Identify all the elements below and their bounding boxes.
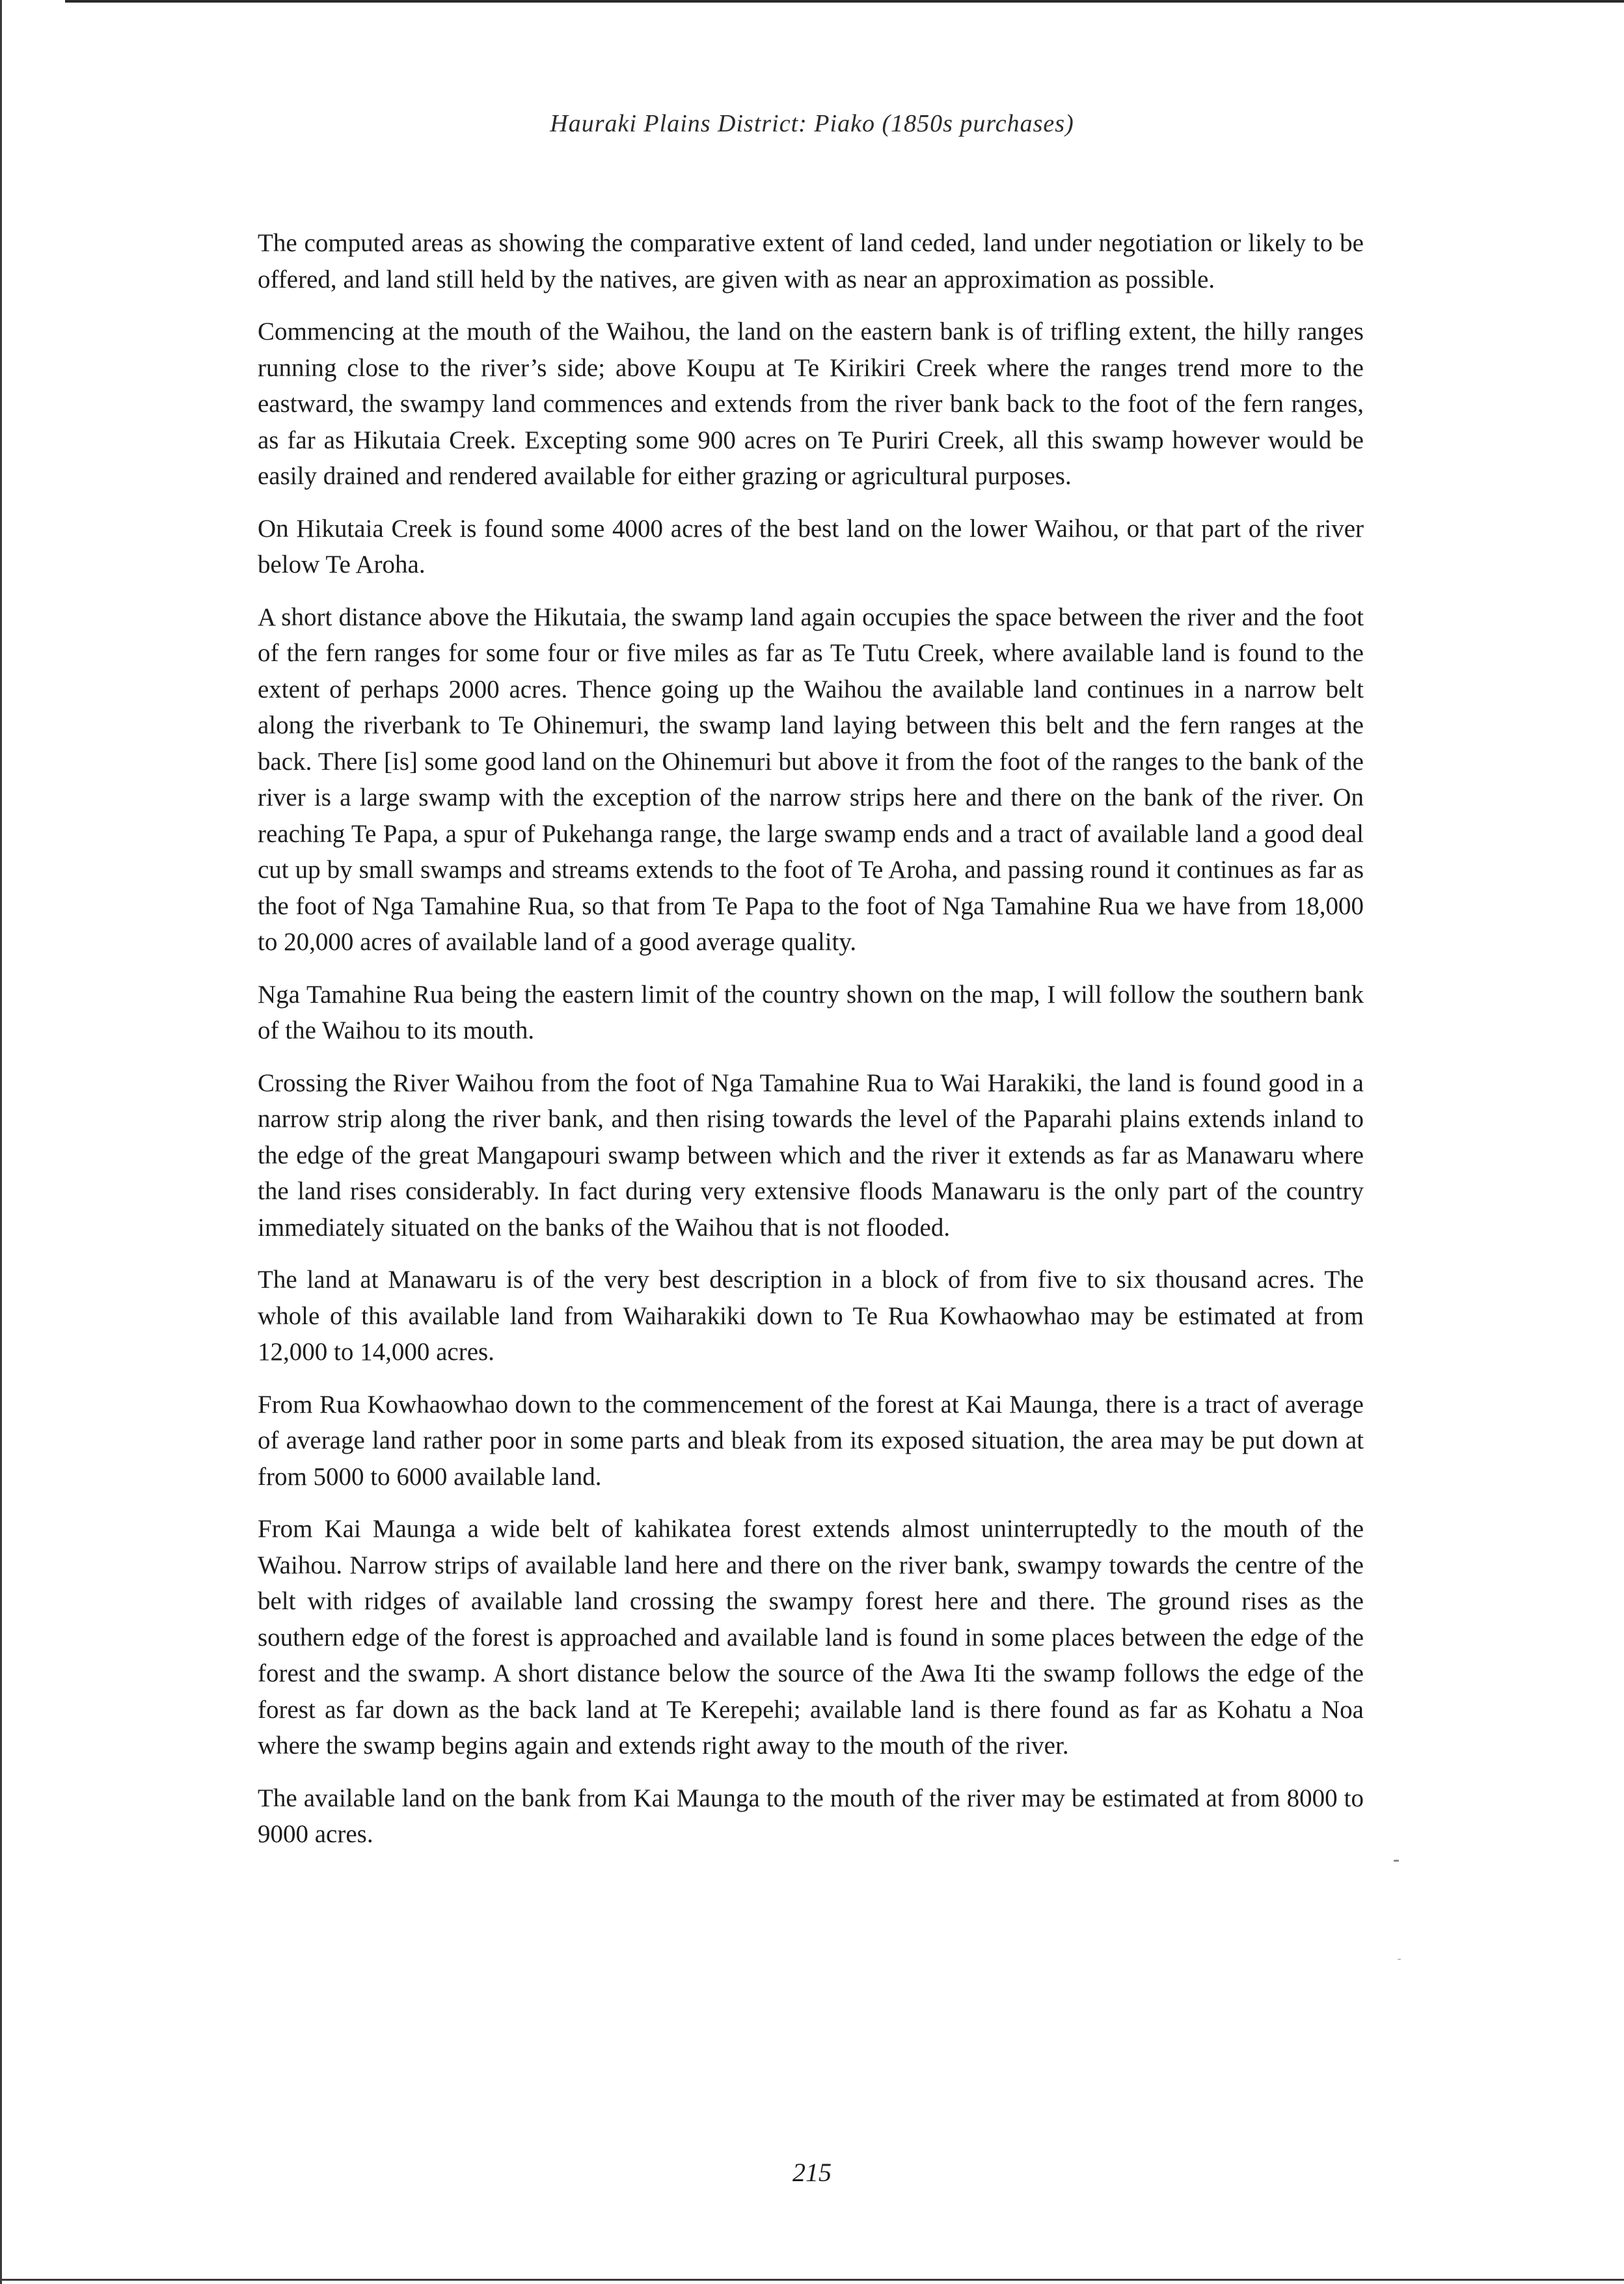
paragraph-kai-maunga-forest: From Kai Maunga a wide belt of kahikatea forest extends almost uninterruptedly to the mouth of the Waihou. Narrow strips of available land here and there on the river bank, swampy towards the centre of the belt with ridges of available land crossing the swampy forest here and there. The ground rises as the southern edge of the forest is approached and available land is found in some places between the edge of the forest and the swamp. A short distance below the source of the Awa Iti the swamp follows the edge of the forest as far down as the back land at Te Kerepehi; available land is there found as far as Kohatu a Noa where the swamp begins again and extends right away to the mouth of the river. — [258, 1515, 1364, 1760]
scan-border-bottom — [0, 2279, 1624, 2281]
scan-border-left — [0, 0, 2, 2284]
paragraph-manawaru: The land at Manawaru is of the very best description in a block of from five to six thousand acres. The whole of this available land from Waiharakiki down to Te Rua Kowhaowhao may be estimated at from 12,000 to 14,000 acres. — [258, 1266, 1364, 1366]
page-number: 215 — [792, 2158, 832, 2187]
paragraph-above-hikutaia: A short distance above the Hikutaia, the swamp land again occupies the space between the river and the foot of the fern ranges for some four or five miles as far as Te Tutu Creek, where available land is found to the extent of perhaps 2000 acres. Thence going up the Waihou the available land continues in a narrow belt along the riverbank to Te Ohinemuri, the swamp land laying between this belt and the fern ranges at the back. There [is] some good land on the Ohinemuri but above it from the foot of the ranges to the bank of the river is a large swamp with the exception of the narrow strips here and there on the bank of the river. On reaching Te Papa, a spur of Pukehanga range, the large swamp ends and a tract of available land a good deal cut up by small swamps and streams extends to the foot of Te Aroha, and passing round it continues as far as the foot of Nga Tamahine Rua, so that from Te Papa to the foot of Nga Tamahine Rua we have from 18,000 to 20,000 acres of available land of a good average quality. — [258, 603, 1364, 956]
scan-border-gap — [0, 0, 65, 4]
running-header: Hauraki Plains District: Piako (1850s purchases) — [550, 110, 1074, 137]
paragraph-hikutaia-creek: On Hikutaia Creek is found some 4000 acres of the best land on the lower Waihou, or that part of the river below Te Aroha. — [258, 514, 1364, 578]
paragraph-waihou-mouth: Commencing at the mouth of the Waihou, the land on the eastern bank is of trifling extent, the hilly ranges running close to the river’s side; above Koupu at Te Kirikiri Creek where the ranges trend more to the eastward, the swampy land commences and extends from the river bank back to the foot of the fern ranges, as far as Hikutaia Creek. Excepting some 900 acres on Te Puriri Creek, all this swamp however would be easily drained and rendered available for either grazing or agricultural purposes. — [258, 318, 1364, 490]
scan-border-top — [0, 0, 1624, 3]
scan-speck — [1398, 1959, 1401, 1960]
paragraph-available-land-estimate: The available land on the bank from Kai Maunga to the mouth of the river may be estimated at from 8000 to 9000 acres. — [258, 1784, 1364, 1848]
body-text — [258, 225, 1364, 1869]
paragraph-rua-kowhaowhao: From Rua Kowhaowhao down to the commencement of the forest at Kai Maunga, there is a tract of average of average land rather poor in some parts and bleak from its exposed situation, the area may be put down at from 5000 to 6000 available land. — [258, 1390, 1364, 1491]
paragraph-computed-areas: The computed areas as showing the comparative extent of land ceded, land under negotiation or likely to be offered, and land still held by the natives, are given with as near an approximation as possible. — [258, 229, 1364, 293]
paragraph-nga-tamahine-rua: Nga Tamahine Rua being the eastern limit of the country shown on the map, I will follow the southern bank of the Waihou to its mouth. — [258, 980, 1364, 1044]
scan-speck — [1394, 1860, 1399, 1862]
paragraph-crossing-waihou: Crossing the River Waihou from the foot of Nga Tamahine Rua to Wai Harakiki, the land is found good in a narrow strip along the river bank, and then rising towards the level of the Paparahi plains extends inland to the edge of the great Mangapouri swamp between which and the river it extends as far as Manawaru where the land rises considerably. In fact during very extensive floods Manawaru is the only part of the country immediately situated on the banks of the Waihou that is not flooded. — [258, 1068, 1364, 1242]
